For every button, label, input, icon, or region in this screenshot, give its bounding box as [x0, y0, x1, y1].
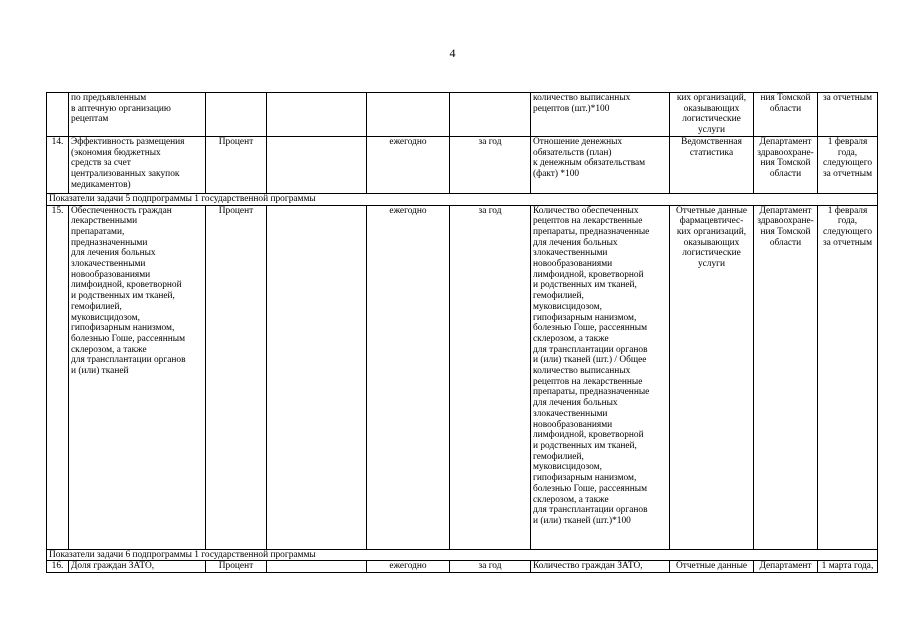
source-cell: Отчетные данные — [670, 561, 754, 573]
period-cell: ежегодно — [367, 561, 450, 573]
empty-cell — [267, 136, 367, 193]
period-cell: ежегодно — [367, 136, 450, 193]
formula-cell: Количество граждан ЗАТО, — [531, 561, 670, 573]
empty-cell — [267, 205, 367, 549]
period-cell: ежегодно — [367, 205, 450, 549]
deadline-cell: 1 марта года, — [818, 561, 878, 573]
section-title: Показатели задачи 5 подпрограммы 1 государственной программы — [47, 193, 878, 205]
row-number — [47, 93, 69, 137]
formula-cell: Отношение денежных обязательств (план) к денежным обязательствам (факт) *100 — [531, 136, 670, 193]
indicator-name: Эффективность размещения (экономия бюджетных средств за счет централизованных закупок медикаментов) — [69, 136, 206, 193]
source-cell: Ведомственная статистика — [670, 136, 754, 193]
unit-cell: Процент — [206, 136, 267, 193]
section-row — [47, 193, 878, 205]
formula-cell: Количество обеспеченных рецептов на лекарственные препараты, предназначенные для лечения больных злокачественными новообразованиями лимфоидной, кроветворной и родственных им тканей, гемофилией, муковисцидозом, гипофизарным нанизмом, болезнью Гоше, рассеянным склерозом, а также для трансплантации органов и (или) тканей (шт.) / Общее количество выписанных рецептов на лекарственные препараты, предназначенные для лечения больных злокачественными новообразованиями лимфоидной, кроветворной и родственных им тканей, гемофилией, муковисцидозом, гипофизарным нанизмом, болезнью Гоше, рассеянным склерозом, а также для трансплантации органов и (или) тканей (шт.)*100 — [531, 205, 670, 549]
time-cell: за год — [450, 136, 531, 193]
indicator-name: Доля граждан ЗАТО, — [69, 561, 206, 573]
page-number: 4 — [449, 46, 456, 60]
empty-cell — [267, 561, 367, 573]
row-number: 15. — [47, 205, 69, 549]
unit-cell: Процент — [206, 561, 267, 573]
formula-cell: количество выписанных рецептов (шт.)*100 — [531, 93, 670, 137]
responsible-cell: ния Томской области — [754, 93, 818, 137]
deadline-cell: 1 февраля года, следующего за отчетным — [818, 205, 878, 549]
time-cell: за год — [450, 561, 531, 573]
deadline-cell: за отчетным — [818, 93, 878, 137]
row-number: 16. — [47, 561, 69, 573]
responsible-cell: Департамент — [754, 561, 818, 573]
section-row — [47, 549, 878, 561]
section-title: Показатели задачи 6 подпрограммы 1 государственной программы — [47, 549, 878, 561]
deadline-cell: 1 февраля года, следующего за отчетным — [818, 136, 878, 193]
table-row — [47, 93, 878, 137]
responsible-cell: Департамент здравоохране- ния Томской области — [754, 205, 818, 549]
source-cell: Отчетные данные фармацевтичес- ких организаций, оказывающих логистические услуги — [670, 205, 754, 549]
period-cell — [367, 93, 450, 137]
empty-cell — [267, 93, 367, 137]
indicator-name: по предъявленным в аптечную организацию рецептам — [69, 93, 206, 137]
indicators-table — [46, 92, 878, 573]
responsible-cell: Департамент здравоохране- ния Томской области — [754, 136, 818, 193]
table-row — [47, 561, 878, 573]
time-cell: за год — [450, 205, 531, 549]
table-row — [47, 205, 878, 549]
time-cell — [450, 93, 531, 137]
unit-cell — [206, 93, 267, 137]
source-cell: ких организаций, оказывающих логистические услуги — [670, 93, 754, 137]
table-row — [47, 136, 878, 193]
unit-cell: Процент — [206, 205, 267, 549]
indicator-name: Обеспеченность граждан лекарственными препаратами, предназначенными для лечения больных злокачественными новообразованиями лимфоидной, кроветворной и родственных им тканей, гемофилией, муковисцидозом, гипофизарным нанизмом, болезнью Гоше, рассеянным склерозом, а также для трансплантации органов и (или) тканей — [69, 205, 206, 549]
row-number: 14. — [47, 136, 69, 193]
